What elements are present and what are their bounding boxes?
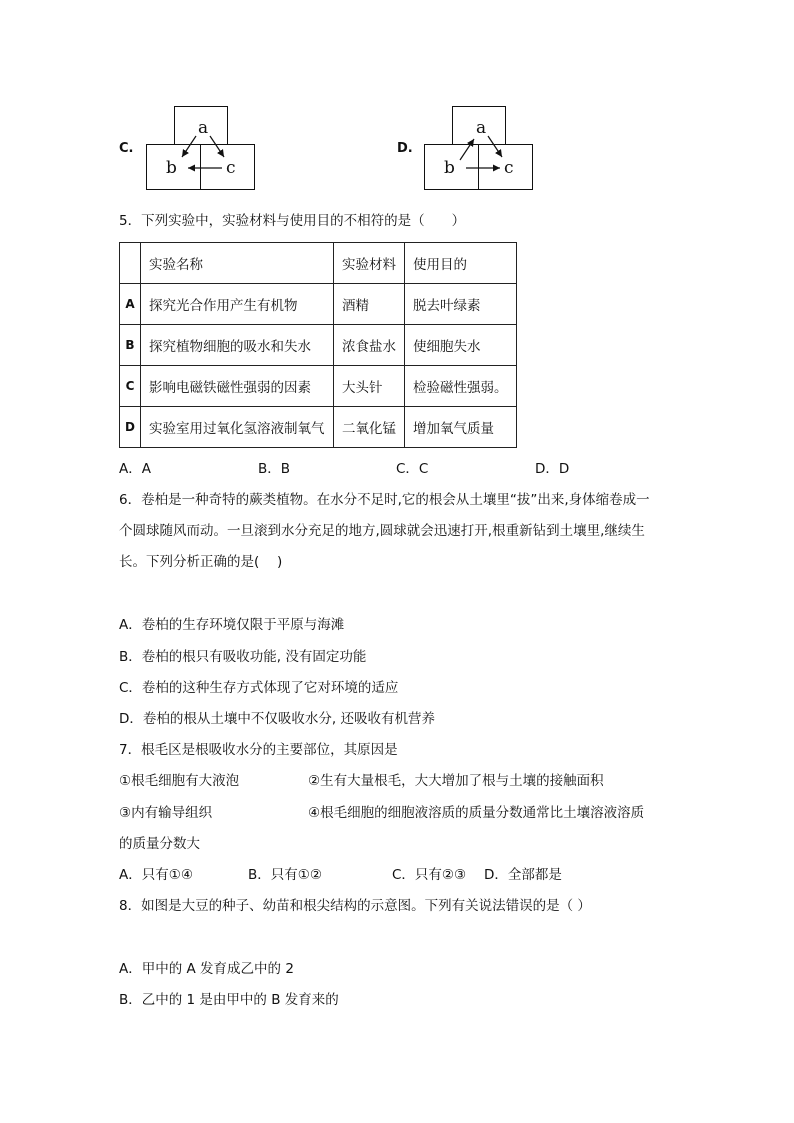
table-row: [120, 284, 517, 325]
table-cell: C: [120, 366, 141, 407]
q6-option-d[interactable]: D．卷柏的根从土壤中不仅吸收水分, 还吸收有机营养: [119, 711, 435, 727]
table-cell: A: [120, 284, 141, 325]
q7-statement-1: ①根毛细胞有大液泡: [119, 773, 240, 789]
label-c: c: [504, 158, 514, 178]
table-row: [120, 366, 517, 407]
q6-option-b[interactable]: B．卷柏的根只有吸收功能, 没有固定功能: [119, 649, 367, 665]
table-cell: D: [120, 407, 141, 448]
table-header-cell: 实验名称: [141, 243, 334, 284]
table-header-cell: [120, 243, 141, 284]
q8-stem: 8．如图是大豆的种子、幼苗和根尖结构的示意图。下列有关说法错误的是（ ）: [119, 898, 591, 914]
table-cell: 使细胞失水: [405, 325, 517, 366]
label-a: a: [198, 118, 209, 138]
table-row: [120, 325, 517, 366]
option-d-label: D.: [397, 141, 413, 156]
diagram-c: [146, 106, 256, 190]
arrows: [424, 106, 534, 190]
choice-d[interactable]: D．D: [535, 461, 570, 477]
label-b: b: [444, 158, 455, 178]
table-row: [120, 407, 517, 448]
table-header-cell: 使用目的: [405, 243, 517, 284]
label-a: a: [476, 118, 487, 138]
choice-b[interactable]: B．只有①②: [248, 867, 322, 883]
q6-stem-line: 6．卷柏是一种奇特的蕨类植物。在水分不足时,它的根会从土壤里“拔”出来,身体缩卷成一: [119, 492, 650, 508]
choice-a[interactable]: A．只有①④: [119, 867, 193, 883]
q6-stem-line: 个圆球随风而动。一旦滚到水分充足的地方,圆球就会迅速打开,根重新钻到土壤里,继续生: [119, 523, 645, 539]
table-cell: 酒精: [334, 284, 405, 325]
table-cell: 探究光合作用产生有机物: [141, 284, 334, 325]
table-cell: 增加氧气质量: [405, 407, 517, 448]
label-c: c: [226, 158, 236, 178]
table-cell: 大头针: [334, 366, 405, 407]
q5-table: [119, 242, 517, 448]
table-cell: 检验磁性强弱。: [405, 366, 517, 407]
table-cell: 二氧化锰: [334, 407, 405, 448]
q7-statement-2: ②生有大量根毛，大大增加了根与土壤的接触面积: [308, 773, 604, 789]
table-cell: 脱去叶绿素: [405, 284, 517, 325]
arrows: [146, 106, 256, 190]
q8-option-a[interactable]: A．甲中的 A 发育成乙中的 2: [119, 961, 294, 977]
table-cell: 影响电磁铁磁性强弱的因素: [141, 366, 334, 407]
choice-d[interactable]: D．全部都是: [484, 867, 562, 883]
q7-statement-4: ④根毛细胞的细胞液溶质的质量分数通常比土壤溶液溶质: [308, 805, 645, 821]
q7-statement-3: ③内有输导组织: [119, 805, 213, 821]
table-cell: 探究植物细胞的吸水和失水: [141, 325, 334, 366]
choice-a[interactable]: A．A: [119, 461, 151, 477]
label-b: b: [166, 158, 177, 178]
table-cell: 实验室用过氧化氢溶液制氧气: [141, 407, 334, 448]
choice-c[interactable]: C．只有②③: [392, 867, 467, 883]
option-c-label: C.: [119, 141, 134, 156]
q6-option-a[interactable]: A．卷柏的生存环境仅限于平原与海滩: [119, 617, 345, 633]
q6-stem-line: 长。下列分析正确的是( ): [119, 554, 283, 570]
diagram-d: [424, 106, 534, 190]
q7-statement-4-cont: 的质量分数大: [119, 836, 200, 852]
choice-b[interactable]: B．B: [258, 461, 291, 477]
choice-c[interactable]: C．C: [396, 461, 429, 477]
table-cell: 浓食盐水: [334, 325, 405, 366]
table-header-cell: 实验材料: [334, 243, 405, 284]
q7-stem: 7．根毛区是根吸收水分的主要部位，其原因是: [119, 742, 398, 758]
table-cell: B: [120, 325, 141, 366]
q5-stem: 5．下列实验中，实验材料与使用目的不相符的是（ ）: [119, 213, 466, 229]
q8-option-b[interactable]: B．乙中的 1 是由甲中的 B 发育来的: [119, 992, 339, 1008]
q6-option-c[interactable]: C．卷柏的这种生存方式体现了它对环境的适应: [119, 680, 399, 696]
table-header-row: [120, 243, 517, 284]
